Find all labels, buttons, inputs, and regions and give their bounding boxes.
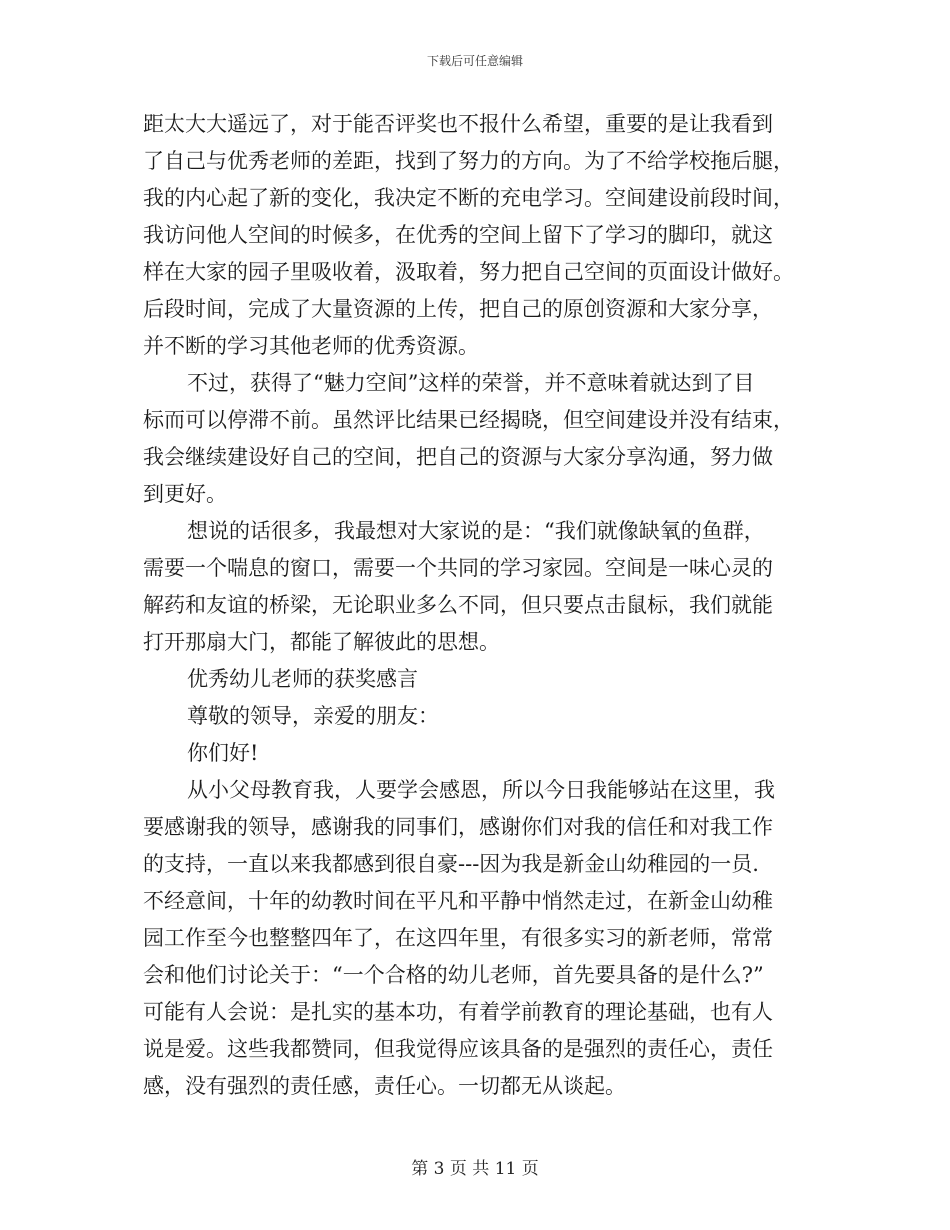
body-line: 需要一个喘息的窗口，需要一个共同的学习家园。空间是一味心灵的 <box>143 556 773 580</box>
body-line: 可能有人会说：是扎实的基本功，有着学前教育的理论基础，也有人 <box>143 1000 773 1024</box>
greeting: 你们好! <box>187 741 259 765</box>
body-line: 我访问他人空间的时候多，在优秀的空间上留下了学习的脚印，就这 <box>143 223 773 247</box>
salutation: 尊敬的领导，亲爱的朋友： <box>187 704 439 728</box>
body-line: 标而可以停滞不前。虽然评比结果已经揭晓，但空间建设并没有结束， <box>143 408 794 432</box>
page-number-footer: 第 3 页 共 11 页 <box>411 1159 539 1179</box>
body-line: 了自己与优秀老师的差距，找到了努力的方向。为了不给学校拖后腿， <box>143 149 794 173</box>
body-line: 打开那扇大门，都能了解彼此的思想。 <box>143 630 500 654</box>
paragraph-first-line: 想说的话很多，我最想对大家说的是：“我们就像缺氧的鱼群， <box>187 519 765 543</box>
section-title: 优秀幼儿老师的获奖感言 <box>187 667 418 691</box>
document-body <box>143 106 813 1105</box>
body-line: 距太大大遥远了，对于能否评奖也不报什么希望，重要的是让我看到 <box>143 112 773 136</box>
body-line: 解药和友谊的桥梁，无论职业多么不同，但只要点击鼠标，我们就能 <box>143 593 773 617</box>
body-line: 到更好。 <box>143 482 227 506</box>
body-line: 说是爱。这些我都赞同，但我觉得应该具备的是强烈的责任心，责任 <box>143 1037 773 1061</box>
body-line: 我的内心起了新的变化，我决定不断的充电学习。空间建设前段时间， <box>143 186 794 210</box>
body-line: 我会继续建设好自己的空间，把自己的资源与大家分享沟通，努力做 <box>143 445 773 469</box>
body-line: 会和他们讨论关于：“一个合格的幼儿老师，首先要具备的是什么?” <box>143 963 764 987</box>
body-line: 后段时间，完成了大量资源的上传，把自己的原创资源和大家分享， <box>143 297 773 321</box>
page-header: 下载后可任意编辑 <box>426 54 523 68</box>
paragraph-first-line: 不过，获得了“魅力空间”这样的荣誉，并不意味着就达到了目 <box>187 371 755 395</box>
paragraph-first-line: 从小父母教育我，人要学会感恩，所以今日我能够站在这里，我 <box>187 778 775 802</box>
body-line: 要感谢我的领导，感谢我的同事们，感谢你们对我的信任和对我工作 <box>143 815 773 839</box>
body-line: 样在大家的园子里吸收着，汲取着，努力把自己空间的页面设计做好。 <box>143 260 794 284</box>
body-line: 园工作至今也整整四年了，在这四年里，有很多实习的新老师，常常 <box>143 926 773 950</box>
body-line: 不经意间，十年的幼教时间在平凡和平静中悄然走过，在新金山幼稚 <box>143 889 773 913</box>
body-line: 的支持，一直以来我都感到很自豪---因为我是新金山幼稚园的一员. <box>143 852 759 876</box>
body-line: 并不断的学习其他老师的优秀资源。 <box>143 334 479 358</box>
body-line: 感，没有强烈的责任感，责任心。一切都无从谈起。 <box>143 1074 626 1098</box>
